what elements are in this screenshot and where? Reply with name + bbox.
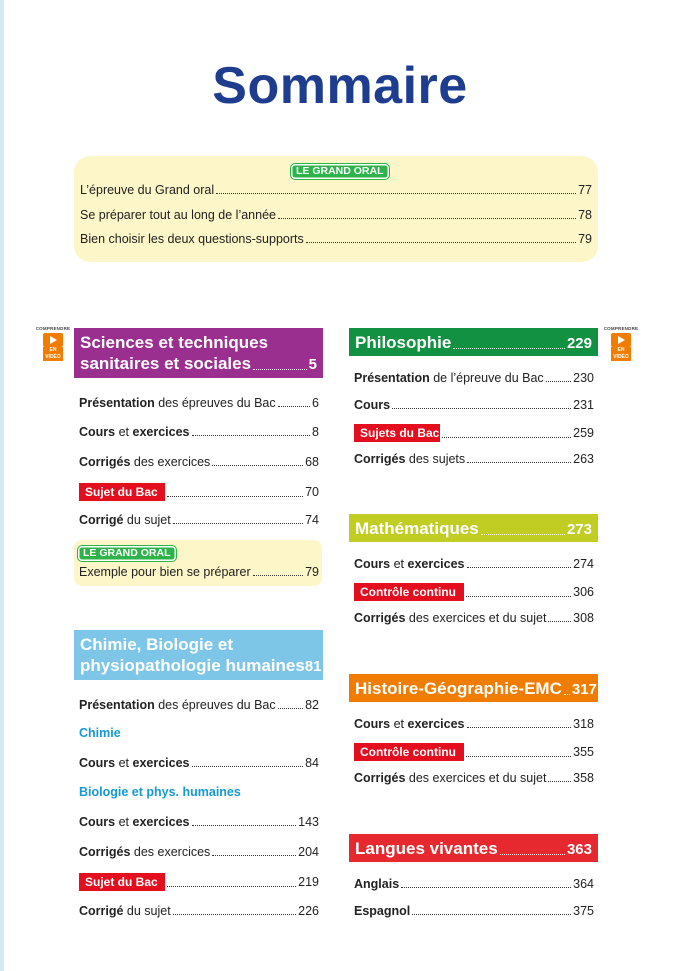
toc-bold: Corrigé	[79, 904, 124, 918]
toc-bold: exercices	[132, 756, 190, 770]
toc-entry[interactable]	[79, 564, 319, 580]
video-badge-label: EN VIDÉO	[611, 347, 631, 361]
toc-bold: Présentation	[79, 698, 155, 712]
leader-dots	[467, 567, 572, 568]
toc-entry[interactable]	[354, 876, 594, 892]
toc-text: et	[115, 756, 133, 770]
leader-dots	[192, 825, 297, 826]
toc-entry-page: 263	[573, 452, 594, 466]
sujet-du-bac-tag: Sujet du Bac	[79, 873, 165, 891]
leader-dots	[192, 435, 311, 436]
toc-entry[interactable]	[354, 424, 594, 442]
toc-text: des exercices	[130, 845, 211, 859]
toc-entry[interactable]	[354, 716, 594, 732]
toc-text: et	[390, 557, 408, 571]
subheading-chimie: Chimie	[79, 726, 121, 740]
toc-text: et	[115, 815, 133, 829]
play-icon	[611, 333, 631, 347]
leader-dots	[412, 914, 571, 915]
toc-bold: Présentation	[79, 396, 155, 410]
toc-entry[interactable]	[79, 424, 319, 440]
toc-bold: exercices	[132, 815, 190, 829]
toc-entry-page: 306	[573, 585, 594, 599]
section-page: 81	[304, 658, 322, 675]
sujet-du-bac-tag: Sujet du Bac	[79, 483, 165, 501]
toc-entry-page: 375	[573, 904, 594, 918]
toc-entry[interactable]	[354, 743, 594, 761]
toc-entry-page: 84	[305, 756, 319, 770]
toc-entry[interactable]	[354, 770, 594, 786]
toc-entry-page: 82	[305, 698, 319, 712]
section-title: Histoire-Géographie-EMC	[355, 679, 562, 698]
toc-bold: Cours	[79, 815, 116, 829]
grand-oral-box	[74, 156, 598, 262]
leader-dots	[401, 887, 571, 888]
leader-dots	[173, 914, 296, 915]
toc-entry[interactable]	[354, 610, 594, 626]
section-title: Mathématiques	[355, 519, 479, 538]
subheading-biologie: Biologie et phys. humaines	[79, 785, 241, 799]
video-badge-label: EN VIDÉO	[43, 347, 63, 361]
controle-continu-tag: Contrôle continu	[354, 743, 464, 761]
toc-entry[interactable]	[79, 903, 319, 919]
toc-entry-label: Bien choisir les deux questions-supports	[80, 232, 304, 246]
toc-entry-page: 6	[312, 396, 319, 410]
leader-dots	[481, 534, 565, 535]
toc-entry-page: 274	[573, 557, 594, 571]
toc-entry-page: 230	[573, 371, 594, 385]
toc-bold: Corrigés	[354, 452, 406, 466]
leader-dots	[253, 575, 303, 576]
grand-oral-badge: LE GRAND ORAL	[291, 164, 389, 179]
leader-dots	[167, 496, 303, 497]
leader-dots	[173, 523, 303, 524]
toc-entry[interactable]	[79, 755, 319, 771]
grand-oral-badge: LE GRAND ORAL	[78, 546, 176, 561]
toc-entry-page: 358	[573, 771, 594, 785]
toc-bold: Cours	[354, 398, 391, 412]
toc-entry-label: L’épreuve du Grand oral	[80, 183, 215, 197]
leader-dots	[253, 369, 307, 370]
leader-dots	[500, 854, 565, 855]
leader-dots	[306, 242, 576, 243]
toc-bold: exercices	[407, 557, 465, 571]
section-page: 317	[571, 681, 597, 698]
toc-text: et	[115, 425, 133, 439]
toc-entry-label: Se préparer tout au long de l’année	[80, 208, 276, 222]
section-title-line1: Chimie, Biologie et	[80, 635, 234, 654]
toc-entry[interactable]	[354, 556, 594, 572]
toc-entry[interactable]	[79, 814, 319, 830]
toc-entry[interactable]	[354, 370, 594, 386]
page-title: Sommaire	[212, 57, 468, 115]
video-badge-caption: COMPRENDRE	[35, 326, 71, 331]
toc-entry-page: 78	[578, 208, 592, 222]
toc-entry-page: 308	[573, 611, 594, 625]
toc-text: des épreuves du Bac	[154, 698, 276, 712]
toc-bold: Cours	[79, 425, 116, 439]
toc-entry[interactable]	[80, 182, 592, 198]
toc-entry[interactable]	[79, 512, 319, 528]
toc-text: des exercices et du sujet	[405, 611, 547, 625]
leader-dots	[442, 437, 571, 438]
toc-text: des exercices et du sujet	[405, 771, 547, 785]
section-page: 229	[566, 335, 592, 352]
toc-entry[interactable]	[80, 207, 592, 223]
toc-bold: Cours	[354, 557, 391, 571]
video-badge-right[interactable]	[602, 326, 640, 360]
toc-entry[interactable]	[79, 844, 319, 860]
section-page: 5	[308, 356, 317, 373]
section-page: 363	[566, 841, 592, 858]
toc-entry-page: 79	[305, 565, 319, 579]
toc-entry-page: 364	[573, 877, 594, 891]
section-title: Langues vivantes	[355, 839, 498, 858]
toc-text: et	[390, 717, 408, 731]
toc-bold: Corrigés	[79, 455, 131, 469]
toc-bold: Corrigé	[79, 513, 124, 527]
leader-dots	[212, 855, 296, 856]
toc-bold: Cours	[354, 717, 391, 731]
leader-dots	[467, 462, 571, 463]
toc-entry[interactable]	[354, 451, 594, 467]
toc-entry[interactable]	[79, 483, 319, 501]
toc-entry[interactable]	[80, 231, 592, 247]
section-title-line2: physiopathologie humaines	[80, 656, 305, 675]
section-title-line2: sanitaires et sociales	[80, 354, 252, 373]
toc-entry[interactable]	[79, 454, 319, 470]
leader-dots	[278, 406, 310, 407]
toc-text: de l’épreuve du Bac	[429, 371, 544, 385]
leader-dots	[546, 381, 571, 382]
leader-dots	[278, 218, 576, 219]
toc-text: du sujet	[123, 513, 171, 527]
toc-entry[interactable]	[354, 397, 594, 413]
toc-entry[interactable]	[79, 395, 319, 411]
section-title-line1: Sciences et techniques	[80, 333, 269, 352]
section-header-st2s[interactable]	[74, 328, 323, 378]
section-page: 273	[566, 521, 592, 538]
toc-entry[interactable]	[354, 903, 594, 919]
grand-oral-example-box	[74, 540, 322, 586]
toc-text: des exercices	[130, 455, 211, 469]
section-title: Philosophie	[355, 333, 452, 352]
toc-entry-page: 70	[305, 485, 319, 499]
section-header-langues[interactable]	[349, 834, 598, 862]
play-icon	[43, 333, 63, 347]
page-edge-rule	[0, 0, 4, 971]
leader-dots	[467, 727, 572, 728]
leader-dots	[548, 621, 571, 622]
toc-bold: exercices	[132, 425, 190, 439]
controle-continu-tag: Contrôle continu	[354, 583, 464, 601]
toc-entry-page: 204	[298, 845, 319, 859]
section-header-philosophie[interactable]	[349, 328, 598, 356]
toc-entry-page: 77	[578, 183, 592, 197]
toc-entry-page: 231	[573, 398, 594, 412]
toc-entry-page: 355	[573, 745, 594, 759]
leader-dots	[278, 708, 303, 709]
toc-text: des sujets	[405, 452, 466, 466]
toc-bold: exercices	[407, 717, 465, 731]
toc-entry[interactable]	[79, 873, 319, 891]
toc-bold: Présentation	[354, 371, 430, 385]
toc-entry-page: 259	[573, 426, 594, 440]
toc-text: du sujet	[123, 904, 171, 918]
leader-dots	[548, 781, 571, 782]
toc-entry-page: 143	[298, 815, 319, 829]
video-badge-caption: COMPRENDRE	[603, 326, 639, 331]
toc-bold: Anglais	[354, 877, 400, 891]
leader-dots	[192, 766, 304, 767]
leader-dots	[216, 193, 576, 194]
toc-bold: Corrigés	[354, 611, 406, 625]
toc-bold: Espagnol	[354, 904, 411, 918]
leader-dots	[466, 756, 571, 757]
toc-entry-page: 74	[305, 513, 319, 527]
leader-dots	[453, 348, 565, 349]
toc-entry-page: 226	[298, 904, 319, 918]
toc-entry[interactable]	[354, 583, 594, 601]
sujets-du-bac-tag: Sujets du Bac	[354, 424, 440, 442]
leader-dots	[212, 465, 303, 466]
section-header-cbph[interactable]	[74, 630, 323, 680]
toc-entry-page: 68	[305, 455, 319, 469]
toc-entry[interactable]	[79, 697, 319, 713]
toc-entry-page: 8	[312, 425, 319, 439]
toc-entry-page: 219	[298, 875, 319, 889]
video-badge-left[interactable]	[34, 326, 72, 360]
toc-bold: Corrigés	[354, 771, 406, 785]
leader-dots	[392, 408, 571, 409]
section-header-histoire-geo[interactable]	[349, 674, 598, 702]
toc-bold: Corrigés	[79, 845, 131, 859]
section-header-mathematiques[interactable]	[349, 514, 598, 542]
toc-entry-page: 79	[578, 232, 592, 246]
toc-text: des épreuves du Bac	[154, 396, 276, 410]
toc-bold: Cours	[79, 756, 116, 770]
leader-dots	[564, 694, 570, 695]
toc-entry-label: Exemple pour bien se préparer	[79, 565, 251, 579]
leader-dots	[466, 596, 571, 597]
toc-entry-page: 318	[573, 717, 594, 731]
leader-dots	[167, 886, 296, 887]
